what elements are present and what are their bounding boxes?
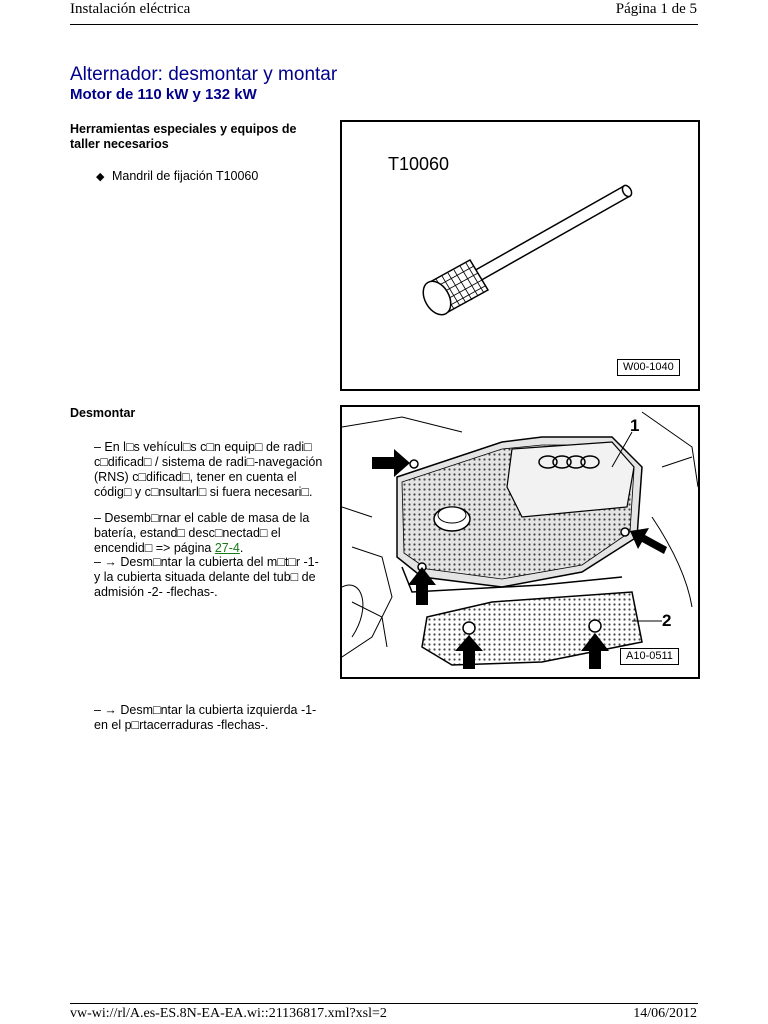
step-text-end: . [239,541,244,555]
page-reference-link[interactable]: 27-4 [214,541,240,555]
step-item [94,511,326,556]
header-section-title: Instalación eléctrica [70,1,191,17]
page-title: Alternador: desmontar y montar [70,64,338,85]
step-item: – En l□s vehícul□s c□n equip□ de radi□ c□dificad□ / sistema de radi□-navegación (RNS) c□dificad□, tener en cuenta el códig□ y c□nsultarl□ si fuera necesari□. [94,440,323,499]
footer-source-url: vw-wi://rl/A.es-ES.8N-EA-EA.wi::21136817.xml?xsl=2 [70,1006,387,1021]
page-subtitle: Motor de 110 kW y 132 kW [70,86,257,103]
tool-item-label: Mandril de fijación T10060 [111,169,259,183]
header-page-number: Página 1 de 5 [615,1,697,17]
header-divider [70,24,698,25]
tool-illustration [340,120,700,391]
figure-reference-tag: W00-1040 [617,359,680,376]
figure-reference-tag: A10-0511 [620,648,679,665]
engine-bay-drawing [342,407,698,677]
step-item: – → Desm□ntar la cubierta del m□t□r -1- y la cubierta situada delante del tub□ de admisión -2- -flechas-. [94,555,319,599]
step-item: – → Desm□ntar la cubierta izquierda -1- en el p□rtacerraduras -flechas-. [94,703,317,732]
tool-list-item [96,169,258,183]
footer-divider [70,1003,698,1004]
engine-cover-illustration [340,405,700,679]
tool-code-label: T10060 [388,154,450,174]
callout-number-1: 1 [630,416,640,435]
tools-heading: Herramientas especiales y equipos de taller necesarios [70,122,297,151]
diamond-bullet-icon: ◆ [96,171,105,183]
callout-number-2: 2 [662,611,672,630]
step-text: – Desemb□rnar el cable de masa de la batería, estand□ desc□nectad□ el encendid□ => página [94,511,310,555]
section-heading-remove: Desmontar [70,406,136,420]
footer-date: 14/06/2012 [633,1006,697,1021]
